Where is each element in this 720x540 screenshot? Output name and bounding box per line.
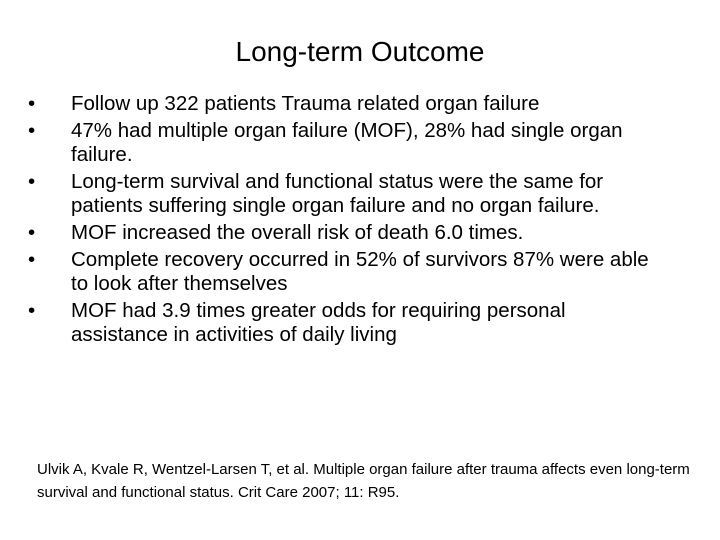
bullet-text: Follow up 322 patients Trauma related organ failure bbox=[71, 92, 540, 115]
bullet-item bbox=[26, 221, 666, 245]
slide-title: Long-term Outcome bbox=[235, 36, 485, 67]
bullet-item bbox=[26, 170, 666, 218]
bullet-text: Long-term survival and functional status were the same for patients suffering single organ failure and no organ failure. bbox=[71, 170, 604, 217]
bullet-list bbox=[26, 92, 666, 350]
bullet-text: MOF had 3.9 times greater odds for requiring personal assistance in activities of daily living bbox=[71, 299, 566, 346]
bullet-icon: • bbox=[28, 248, 36, 271]
bullet-item bbox=[26, 92, 666, 116]
bullet-item bbox=[26, 248, 666, 296]
bullet-icon: • bbox=[28, 170, 36, 193]
bullet-item bbox=[26, 299, 666, 347]
bullet-icon: • bbox=[28, 299, 36, 322]
bullet-text: 47% had multiple organ failure (MOF), 28% had single organ failure. bbox=[71, 119, 623, 166]
bullet-item bbox=[26, 119, 666, 167]
citation: Ulvik A, Kvale R, Wentzel-Larsen T, et al. Multiple organ failure after trauma affects even long-term survival and functional status. Crit Care 2007; 11: R95. bbox=[37, 461, 690, 501]
bullet-icon: • bbox=[28, 221, 36, 244]
bullet-icon: • bbox=[28, 92, 36, 115]
bullet-icon: • bbox=[28, 119, 36, 142]
bullet-text: Complete recovery occurred in 52% of survivors 87% were able to look after themselves bbox=[71, 248, 649, 295]
bullet-text: MOF increased the overall risk of death 6.0 times. bbox=[71, 221, 524, 244]
